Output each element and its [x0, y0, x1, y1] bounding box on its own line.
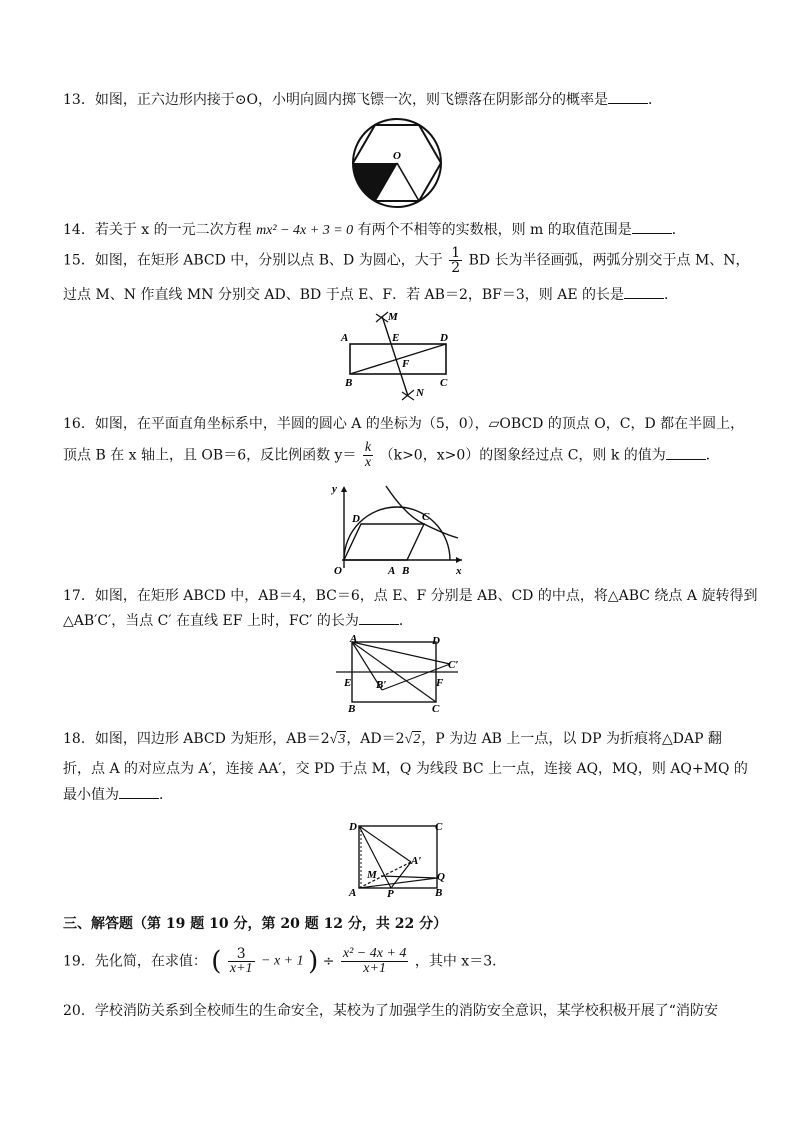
- q19-div: ÷: [322, 953, 335, 970]
- q19-f1-den: x+1: [229, 961, 253, 976]
- q19-fraction1: [228, 947, 255, 976]
- label-q: Q: [437, 871, 445, 883]
- label-d: D: [349, 821, 357, 833]
- label-f: F: [436, 677, 444, 689]
- q15-fraction: [449, 246, 462, 275]
- q17-line2: △AB′C′，当点 C′ 在直线 EF 上时，FC′ 的长为 ．: [63, 613, 413, 629]
- label-b: B: [435, 887, 443, 898]
- label-y: y: [332, 483, 337, 495]
- label-b: B: [345, 377, 353, 389]
- label-f: F: [402, 358, 410, 370]
- q18-line2-text: 折，点 A 的对应点为 A′，连接 AA′，交 PD 于点 M，Q 为线段 BC 上一点，连接 AQ，MQ，则 AQ+MQ 的: [63, 761, 748, 777]
- label-d: D: [432, 635, 440, 647]
- q18-line3: 最小值为 ．: [63, 787, 173, 803]
- q19-f2-num: x² − 4x + 4: [342, 946, 407, 961]
- q16-line2-pre: 顶点 B 在 x 轴上，且 OB＝6，反比例函数 y＝: [63, 447, 357, 464]
- q18-answer-blank: [119, 786, 159, 799]
- q13-figure: [349, 116, 445, 210]
- q19-f2-den: x+1: [363, 961, 386, 976]
- parallelogram-obcd: [344, 524, 424, 560]
- arc-n: [402, 390, 414, 400]
- q18-line1-pre: 18．如图，四边形 ABCD 为矩形，AB＝2: [63, 731, 330, 747]
- q15-line1-pre: 15．如图，在矩形 ABCD 中，分别以点 B、D 为圆心，大于: [63, 252, 443, 269]
- q15-line1-post: BD 长为半径画弧，两弧分别交于点 M、N，: [468, 252, 750, 269]
- label-a: A: [388, 565, 396, 577]
- label-m: M: [367, 869, 377, 881]
- q17-line1: [63, 587, 757, 605]
- q20-line1-text: 20．学校消防关系到全校师生的生命安全，某校为了加强学生的消防安全意识，某学校积极开展了“消防安: [63, 1003, 718, 1019]
- q16-line2: 顶点 B 在 x 轴上，且 OB＝6，反比例函数 y＝ $\frac{k}{x}$ （k>0，x>0）的图象经过点 C，则 k 的值为 ．: [63, 440, 720, 470]
- q17-line2-text: △AB′C′，当点 C′ 在直线 EF 上时，FC′ 的长为: [63, 613, 359, 629]
- q19-line: 19．先化简，在求值： ( $\frac{3}{x+1}$ − x + 1 ) ÷ $\frac{\text{x² − 4x + 4}}{x+1}$ ，其中 x＝3．: [63, 946, 507, 977]
- q19-fraction2: [341, 947, 409, 976]
- q13-text: 13．如图，正六边形内接于⊙O，小明向圆内掷飞镖一次，则飞镖落在阴影部分的概率是: [63, 92, 609, 108]
- label-a: A: [341, 332, 349, 344]
- q18-line1-mid: ，AD＝2: [346, 731, 405, 747]
- q15-frac-den: 2: [451, 260, 461, 276]
- q15-line2: 过点 M、N 作直线 MN 分别交 AD、BD 于点 E、F．若 AB＝2，BF＝3，则 AE 的长是 ．: [63, 287, 678, 303]
- label-c: C: [422, 511, 430, 523]
- q18-line2: [63, 760, 748, 778]
- q16-line2-post: （k>0，x>0）的图象经过点 C，则 k 的值为: [379, 447, 666, 464]
- q19-mid: − x + 1: [261, 953, 304, 969]
- q13-text-line: 13．如图，正六边形内接于⊙O，小明向圆内掷飞镖一次，则飞镖落在阴影部分的概率是 ．: [63, 92, 663, 108]
- q18-figure: [347, 816, 453, 898]
- q19-post: ，其中 x＝3．: [414, 953, 507, 970]
- q18-sqrt2: 2: [413, 732, 421, 747]
- diagonal-bd: [350, 344, 446, 374]
- label-o: O: [334, 565, 342, 577]
- x-arrow: [456, 557, 462, 563]
- q18-line1: 18．如图，四边形 ABCD 为矩形，AB＝2√3，AD＝2√2，P 为边 AB 上一点，以 DP 为折痕将△DAP 翻: [63, 731, 722, 747]
- q15-figure: [338, 308, 458, 403]
- q18-sqrt1: 3: [338, 732, 346, 747]
- label-e: E: [392, 332, 400, 344]
- label-a: A: [350, 634, 358, 645]
- q17-line1-text: 17．如图，在矩形 ABCD 中，AB＝4，BC＝6，点 E、F 分别是 AB、CD 的中点，将△ABC 绕点 A 旋转得到: [63, 588, 758, 604]
- q20-line1: [63, 1002, 718, 1020]
- label-o: O: [393, 150, 401, 162]
- label-b: B: [402, 565, 410, 577]
- q15-line2-text: 过点 M、N 作直线 MN 分别交 AD、BD 于点 E、F．若 AB＝2，BF＝3，则 AE 的长是: [63, 287, 624, 303]
- label-c-prime: C′: [448, 659, 459, 671]
- q17-answer-blank: [359, 612, 399, 625]
- q15-answer-blank: [624, 286, 664, 299]
- q18-line1-post: ，P 为边 AB 上一点，以 DP 为折痕将△DAP 翻: [421, 731, 722, 747]
- segment-da-prime: [359, 826, 411, 862]
- q16-figure: [328, 482, 468, 578]
- label-c: C: [435, 821, 443, 833]
- label-d: D: [352, 513, 360, 525]
- label-n: N: [416, 387, 424, 399]
- segment-oc: [397, 163, 419, 201]
- q14-post: 有两个不相等的实数根，则 m 的取值范围是: [353, 222, 632, 238]
- q13-answer-blank: [608, 91, 648, 104]
- q14-pre: 14．若关于 x 的一元二次方程: [63, 222, 257, 238]
- label-b-prime: B′: [376, 679, 387, 691]
- label-a-prime: A′: [411, 855, 422, 867]
- segment-mq: [381, 876, 437, 878]
- line-mn: [382, 316, 408, 396]
- q16-line1-text: 16．如图，在平面直角坐标系中，半圆的圆心 A 的坐标为（5，0），▱OBCD 的顶点 O，C，D 都在半圆上，: [63, 416, 745, 432]
- q19-pre: 19．先化简，在求值：: [63, 953, 207, 970]
- arc-m: [376, 312, 388, 322]
- label-c: C: [440, 377, 448, 389]
- q17-figure: [332, 634, 468, 714]
- q15-line1: [63, 246, 750, 275]
- q16-frac-num: k: [364, 440, 372, 455]
- q16-line1: [63, 415, 744, 433]
- q16-frac-den: x: [364, 455, 372, 470]
- label-x: x: [456, 565, 462, 577]
- label-b: B: [348, 703, 356, 714]
- q14-text-line: 14．若关于 x 的一元二次方程 mx² − 4x + 3 = 0 有两个不相等的实数根，则 m 的取值范围是 ．: [63, 222, 686, 238]
- label-c: C: [432, 703, 440, 714]
- label-d: D: [440, 332, 448, 344]
- q18-line3-text: 最小值为: [63, 787, 119, 803]
- q14-equation: mx² − 4x + 3 = 0: [256, 223, 354, 238]
- section-heading: 三、解答题（第 19 题 10 分，第 20 题 12 分，共 22 分）: [63, 916, 448, 932]
- label-a: A: [349, 887, 357, 898]
- label-e: E: [344, 677, 352, 689]
- q14-answer-blank: [632, 221, 672, 234]
- q19-f1-num: 3: [228, 947, 255, 962]
- label-p: P: [387, 888, 394, 898]
- q15-frac-num: 1: [451, 245, 461, 261]
- q16-answer-blank: [666, 447, 706, 460]
- q16-fraction: [363, 441, 373, 470]
- y-arrow: [341, 486, 347, 492]
- label-m: M: [388, 311, 398, 323]
